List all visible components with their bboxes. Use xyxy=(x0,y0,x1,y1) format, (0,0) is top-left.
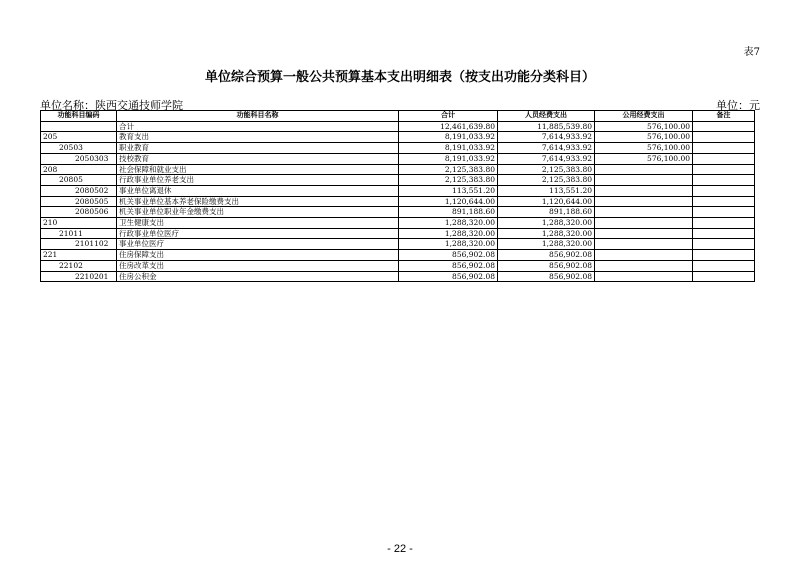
cell-name: 事业单位离退休 xyxy=(117,185,399,196)
cell-code: 20503 xyxy=(41,143,117,154)
table-row xyxy=(41,175,755,186)
table-row xyxy=(41,164,755,175)
cell-name: 住房公积金 xyxy=(117,271,399,282)
cell-total: 1,288,320.00 xyxy=(399,218,498,229)
cell-public xyxy=(595,250,693,261)
table-row xyxy=(41,196,755,207)
cell-personnel: 7,614,933.92 xyxy=(498,132,595,143)
cell-name: 教育支出 xyxy=(117,132,399,143)
cell-code: 22102 xyxy=(41,260,117,271)
cell-public: 576,100.00 xyxy=(595,143,693,154)
cell-name: 住房保障支出 xyxy=(117,250,399,261)
cell-code: 210 xyxy=(41,218,117,229)
cell-total: 8,191,033.92 xyxy=(399,132,498,143)
cell-code: 2080505 xyxy=(41,196,117,207)
cell-total: 1,288,320.00 xyxy=(399,228,498,239)
page-number: - 22 - xyxy=(387,543,413,555)
table-row xyxy=(41,271,755,282)
table-id: 表7 xyxy=(743,47,760,58)
cell-public xyxy=(595,185,693,196)
cell-code: 20805 xyxy=(41,175,117,186)
table-row xyxy=(41,185,755,196)
cell-personnel: 7,614,933.92 xyxy=(498,143,595,154)
cell-code: 21011 xyxy=(41,228,117,239)
cell-personnel: 1,288,320.00 xyxy=(498,218,595,229)
cell-note xyxy=(693,207,755,218)
table-row xyxy=(41,143,755,154)
budget-table xyxy=(40,110,755,282)
cell-public xyxy=(595,218,693,229)
cell-personnel: 113,551.20 xyxy=(498,185,595,196)
table-header-row xyxy=(41,111,755,122)
unit-currency: 单位：元 xyxy=(716,99,760,112)
cell-personnel: 856,902.08 xyxy=(498,271,595,282)
cell-note xyxy=(693,185,755,196)
cell-code: 208 xyxy=(41,164,117,175)
cell-name: 行政事业单位医疗 xyxy=(117,228,399,239)
cell-total: 1,288,320.00 xyxy=(399,239,498,250)
cell-personnel: 856,902.08 xyxy=(498,260,595,271)
cell-name: 事业单位医疗 xyxy=(117,239,399,250)
cell-personnel: 1,120,644.00 xyxy=(498,196,595,207)
cell-personnel: 11,885,539.80 xyxy=(498,121,595,132)
table-row xyxy=(41,207,755,218)
cell-total: 1,120,644.00 xyxy=(399,196,498,207)
table-row xyxy=(41,260,755,271)
cell-public xyxy=(595,228,693,239)
cell-code: 221 xyxy=(41,250,117,261)
table-row xyxy=(41,228,755,239)
cell-code: 205 xyxy=(41,132,117,143)
cell-code: 2050303 xyxy=(41,153,117,164)
cell-name: 卫生健康支出 xyxy=(117,218,399,229)
cell-code: 2080506 xyxy=(41,207,117,218)
table-row xyxy=(41,153,755,164)
cell-total: 8,191,033.92 xyxy=(399,153,498,164)
cell-personnel: 2,125,383.80 xyxy=(498,164,595,175)
cell-public: 576,100.00 xyxy=(595,121,693,132)
cell-personnel: 7,614,933.92 xyxy=(498,153,595,164)
cell-code: 2101102 xyxy=(41,239,117,250)
cell-total: 891,188.60 xyxy=(399,207,498,218)
cell-total: 113,551.20 xyxy=(399,185,498,196)
cell-note xyxy=(693,260,755,271)
cell-public xyxy=(595,196,693,207)
cell-note xyxy=(693,153,755,164)
cell-total: 856,902.08 xyxy=(399,260,498,271)
cell-code: 2210201 xyxy=(41,271,117,282)
cell-total: 856,902.08 xyxy=(399,250,498,261)
cell-code xyxy=(41,121,117,132)
cell-note xyxy=(693,121,755,132)
cell-total: 856,902.08 xyxy=(399,271,498,282)
cell-note xyxy=(693,132,755,143)
cell-personnel: 1,288,320.00 xyxy=(498,228,595,239)
header-code: 功能科目编码 xyxy=(41,111,117,122)
cell-personnel: 891,188.60 xyxy=(498,207,595,218)
cell-personnel: 2,125,383.80 xyxy=(498,175,595,186)
unit-name: 单位名称：陕西交通技师学院 xyxy=(40,99,183,112)
cell-public xyxy=(595,175,693,186)
cell-note xyxy=(693,271,755,282)
cell-name: 技校教育 xyxy=(117,153,399,164)
document-title: 单位综合预算一般公共预算基本支出明细表（按支出功能分类科目） xyxy=(204,70,595,85)
cell-name: 合计 xyxy=(117,121,399,132)
table-row xyxy=(41,121,755,132)
cell-public: 576,100.00 xyxy=(595,153,693,164)
cell-note xyxy=(693,218,755,229)
cell-total: 12,461,639.80 xyxy=(399,121,498,132)
table-row xyxy=(41,239,755,250)
cell-public xyxy=(595,207,693,218)
cell-public xyxy=(595,239,693,250)
header-public: 公用经费支出 xyxy=(595,111,693,122)
header-personnel: 人员经费支出 xyxy=(498,111,595,122)
cell-code: 2080502 xyxy=(41,185,117,196)
cell-note xyxy=(693,175,755,186)
header-note: 备注 xyxy=(693,111,755,122)
cell-total: 2,125,383.80 xyxy=(399,175,498,186)
cell-name: 职业教育 xyxy=(117,143,399,154)
cell-name: 机关事业单位基本养老保险缴费支出 xyxy=(117,196,399,207)
cell-personnel: 856,902.08 xyxy=(498,250,595,261)
cell-note xyxy=(693,164,755,175)
cell-note xyxy=(693,239,755,250)
table-row xyxy=(41,132,755,143)
cell-total: 8,191,033.92 xyxy=(399,143,498,154)
cell-note xyxy=(693,196,755,207)
cell-total: 2,125,383.80 xyxy=(399,164,498,175)
cell-note xyxy=(693,250,755,261)
cell-public xyxy=(595,260,693,271)
cell-note xyxy=(693,228,755,239)
cell-public: 576,100.00 xyxy=(595,132,693,143)
cell-name: 社会保障和就业支出 xyxy=(117,164,399,175)
cell-name: 住房改革支出 xyxy=(117,260,399,271)
table-row xyxy=(41,218,755,229)
table-row xyxy=(41,250,755,261)
cell-public xyxy=(595,164,693,175)
cell-public xyxy=(595,271,693,282)
cell-name: 行政事业单位养老支出 xyxy=(117,175,399,186)
cell-personnel: 1,288,320.00 xyxy=(498,239,595,250)
header-name: 功能科目名称 xyxy=(117,111,399,122)
cell-name: 机关事业单位职业年金缴费支出 xyxy=(117,207,399,218)
header-total: 合计 xyxy=(399,111,498,122)
cell-note xyxy=(693,143,755,154)
table-body xyxy=(41,121,755,282)
